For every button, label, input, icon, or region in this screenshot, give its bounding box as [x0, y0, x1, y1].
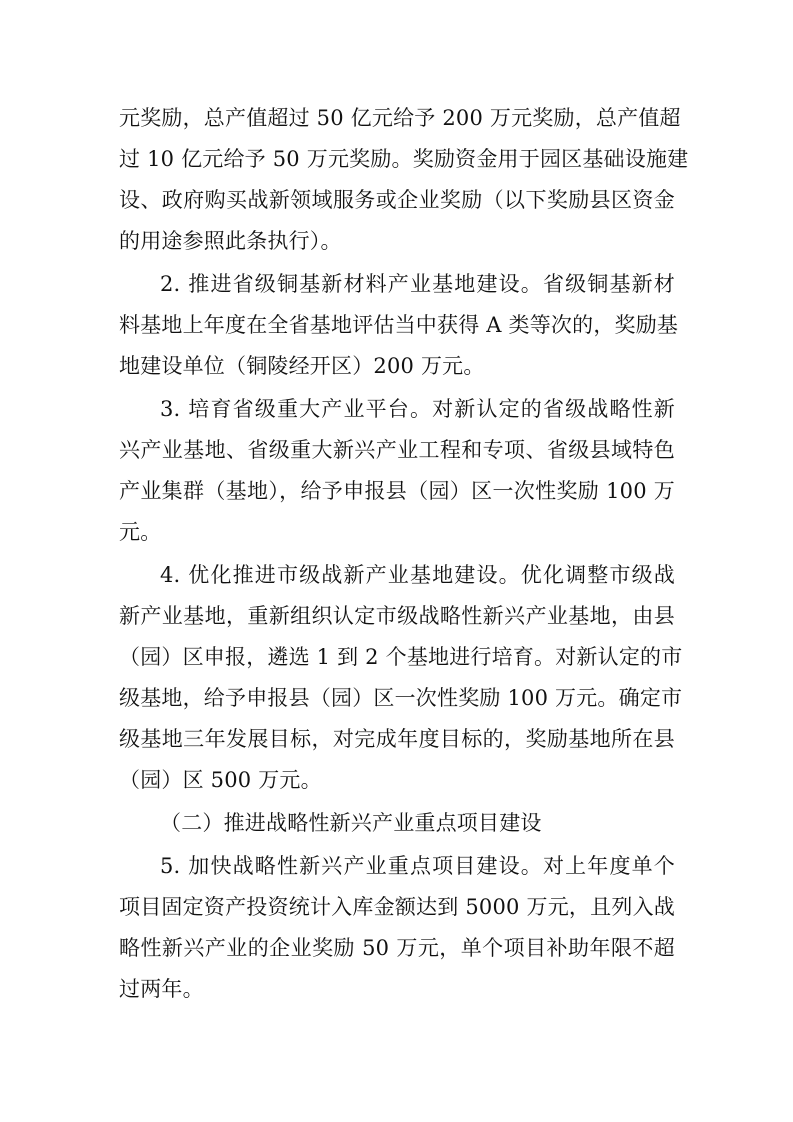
paragraph-line: 项目固定资产投资统计入库金额达到 5000 万元，且列入战 [119, 895, 675, 919]
paragraph-line: 的用途参照此条执行）。 [119, 229, 342, 253]
item-2-first-line: 2. 推进省级铜基新材料产业基地建设。省级铜基新材 [160, 272, 675, 296]
paragraph-line: 元。 [119, 520, 162, 544]
item-5-first-line: 5. 加快战略性新兴产业重点项目建设。对上年度单个 [160, 854, 675, 878]
paragraph-line: 元奖励，总产值超过 50 亿元给予 200 万元奖励，总产值超 [119, 106, 681, 130]
paragraph-line: 设、政府购买战新领域服务或企业奖励（以下奖励县区资金 [119, 188, 675, 212]
paragraph-line: 略性新兴产业的企业奖励 50 万元，单个项目补助年限不超 [119, 936, 675, 960]
paragraph-line: （园）区申报，遴选 1 到 2 个基地进行培育。对新认定的市 [119, 645, 683, 669]
item-4-first-line: 4. 优化推进市级战新产业基地建设。优化调整市级战 [160, 563, 675, 587]
paragraph-line: 级基地，给予申报县（园）区一次性奖励 100 万元。确定市 [119, 686, 683, 710]
paragraph-line: 兴产业基地、省级重大新兴产业工程和专项、省级县域特色 [119, 438, 675, 462]
paragraph-line: （园）区 500 万元。 [119, 768, 322, 792]
paragraph-line: 级基地三年发展目标，对完成年度目标的，奖励基地所在县 [119, 727, 675, 751]
paragraph-line: 过两年。 [119, 977, 204, 1001]
paragraph-line: 产业集群（基地），给予申报县（园）区一次性奖励 100 万 [119, 479, 675, 503]
paragraph-line: 地建设单位（铜陵经开区）200 万元。 [119, 354, 485, 378]
item-3-first-line: 3. 培育省级重大产业平台。对新认定的省级战略性新 [160, 397, 675, 421]
paragraph-line: 新产业基地，重新组织认定市级战略性新兴产业基地，由县 [119, 604, 675, 628]
section-heading: （二）推进战略性新兴产业重点项目建设 [160, 811, 542, 835]
paragraph-line: 过 10 亿元给予 50 万元奖励。奖励资金用于园区基础设施建 [119, 147, 689, 171]
paragraph-line: 料基地上年度在全省基地评估当中获得 A 类等次的，奖励基 [119, 313, 679, 337]
